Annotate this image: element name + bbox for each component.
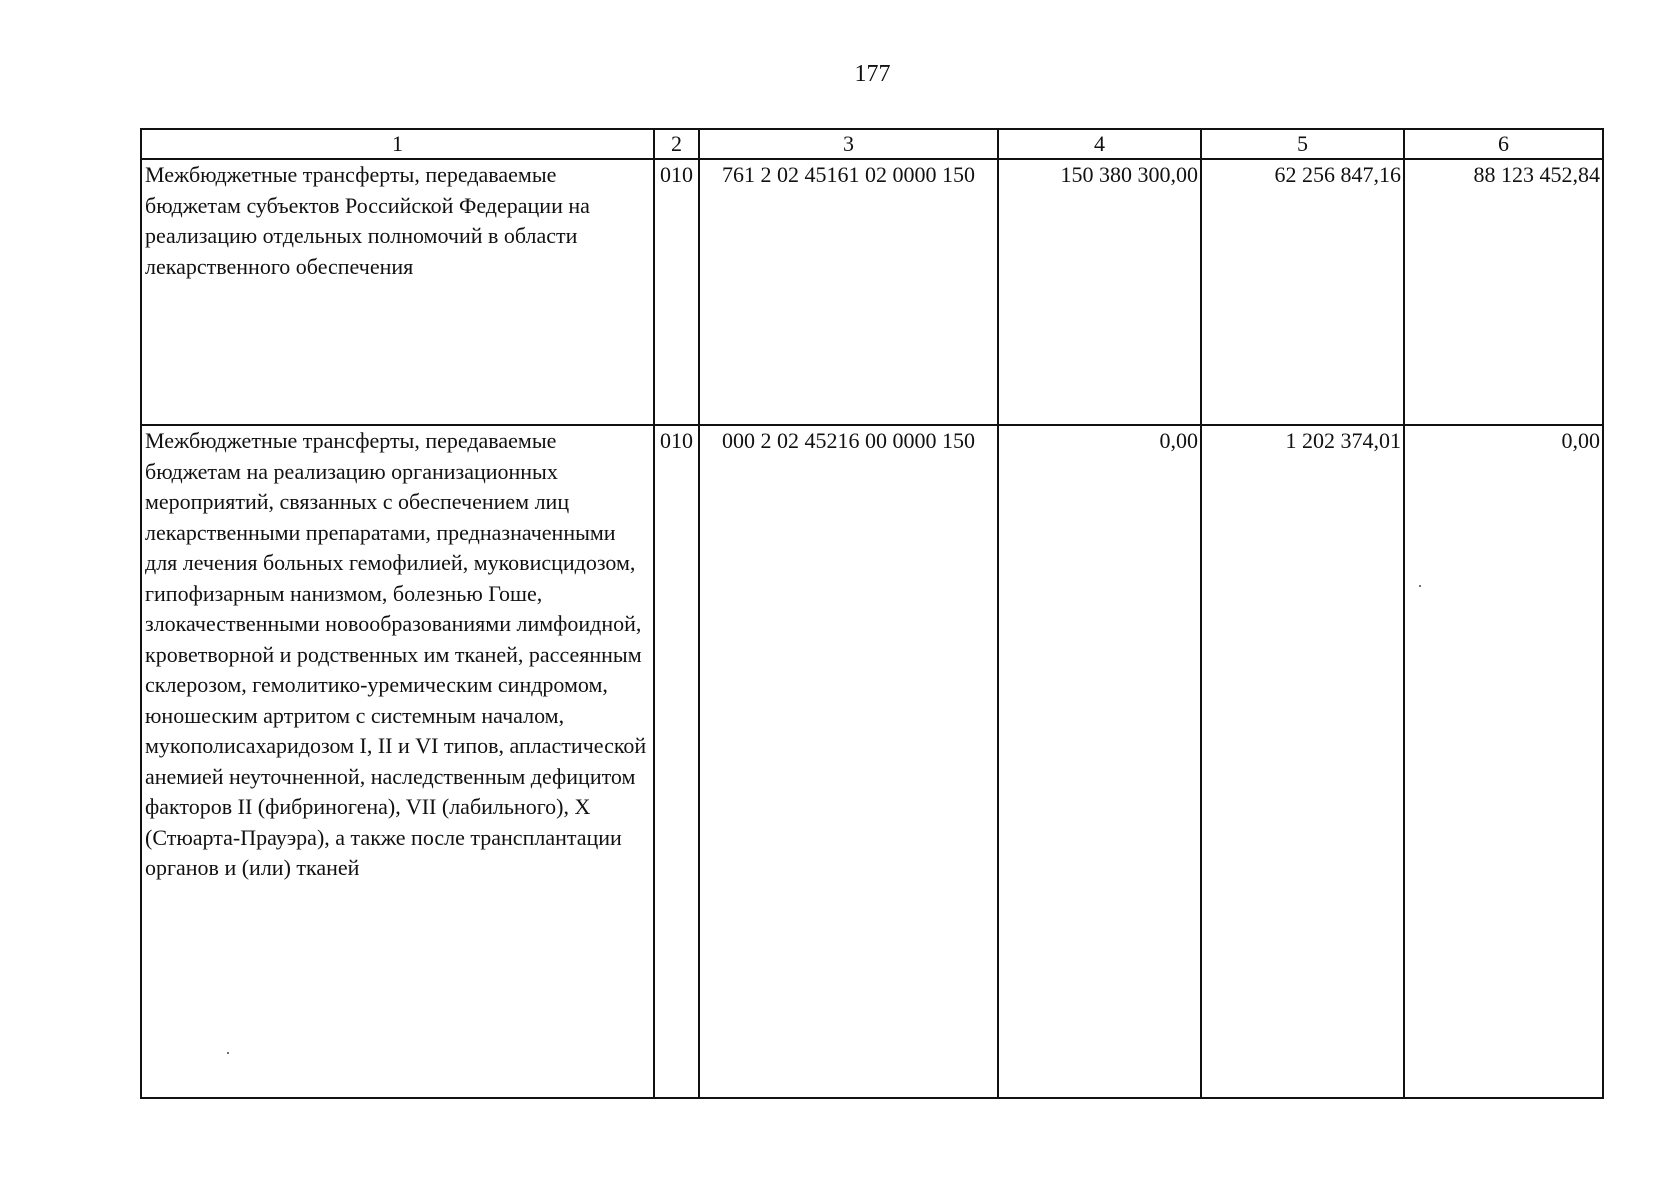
table-header (141, 129, 1603, 159)
row-value-6: 88 123 452,84 (1404, 159, 1603, 425)
column-header-1: 1 (141, 129, 654, 159)
column-header-5: 5 (1201, 129, 1404, 159)
column-header-6: 6 (1404, 129, 1603, 159)
page-number: 177 (854, 61, 891, 87)
row-name: Межбюджетные трансферты, передаваемые бюджетам субъектов Российской Федерации на реализацию отдельных полномочий в области лекарственного обеспечения (141, 159, 654, 425)
table-row (141, 159, 1603, 425)
row-line-code: 010 (654, 425, 699, 1098)
column-header-4: 4 (998, 129, 1201, 159)
table-row (141, 425, 1603, 1098)
row-budget-code: 000 2 02 45216 00 0000 150 (699, 425, 998, 1098)
row-value-4: 0,00 (998, 425, 1201, 1098)
scan-speck (1419, 585, 1421, 587)
column-header-3: 3 (699, 129, 998, 159)
column-header-2: 2 (654, 129, 699, 159)
row-value-4: 150 380 300,00 (998, 159, 1201, 425)
row-budget-code: 761 2 02 45161 02 0000 150 (699, 159, 998, 425)
row-name: Межбюджетные трансферты, передаваемые бюджетам на реализацию организационных мероприятий, связанных с обеспечением лиц лекарственными препаратами, предназначенными для лечения больных гемофилией, муковисцидозом, гипофизарным нанизмом, болезнью Гоше, злокачественными новообразованиями лимфоидной, кроветворной и родственных им тканей, рассеянным склерозом, гемолитико-уремическим синдромом, юношеским артритом с системным началом, мукополисахаридозом I, II и VI типов, апластической анемией неуточненной, наследственным дефицитом факторов II (фибриногена), VII (лабильного), X (Стюарта-Прауэра), а также после трансплантации органов и (или) тканей (141, 425, 654, 1098)
budget-table (140, 128, 1604, 1099)
table-body (141, 159, 1603, 1098)
row-value-6: 0,00 (1404, 425, 1603, 1098)
row-value-5: 1 202 374,01 (1201, 425, 1404, 1098)
row-line-code: 010 (654, 159, 699, 425)
scan-speck (227, 1052, 229, 1054)
header-row (141, 129, 1603, 159)
row-value-5: 62 256 847,16 (1201, 159, 1404, 425)
